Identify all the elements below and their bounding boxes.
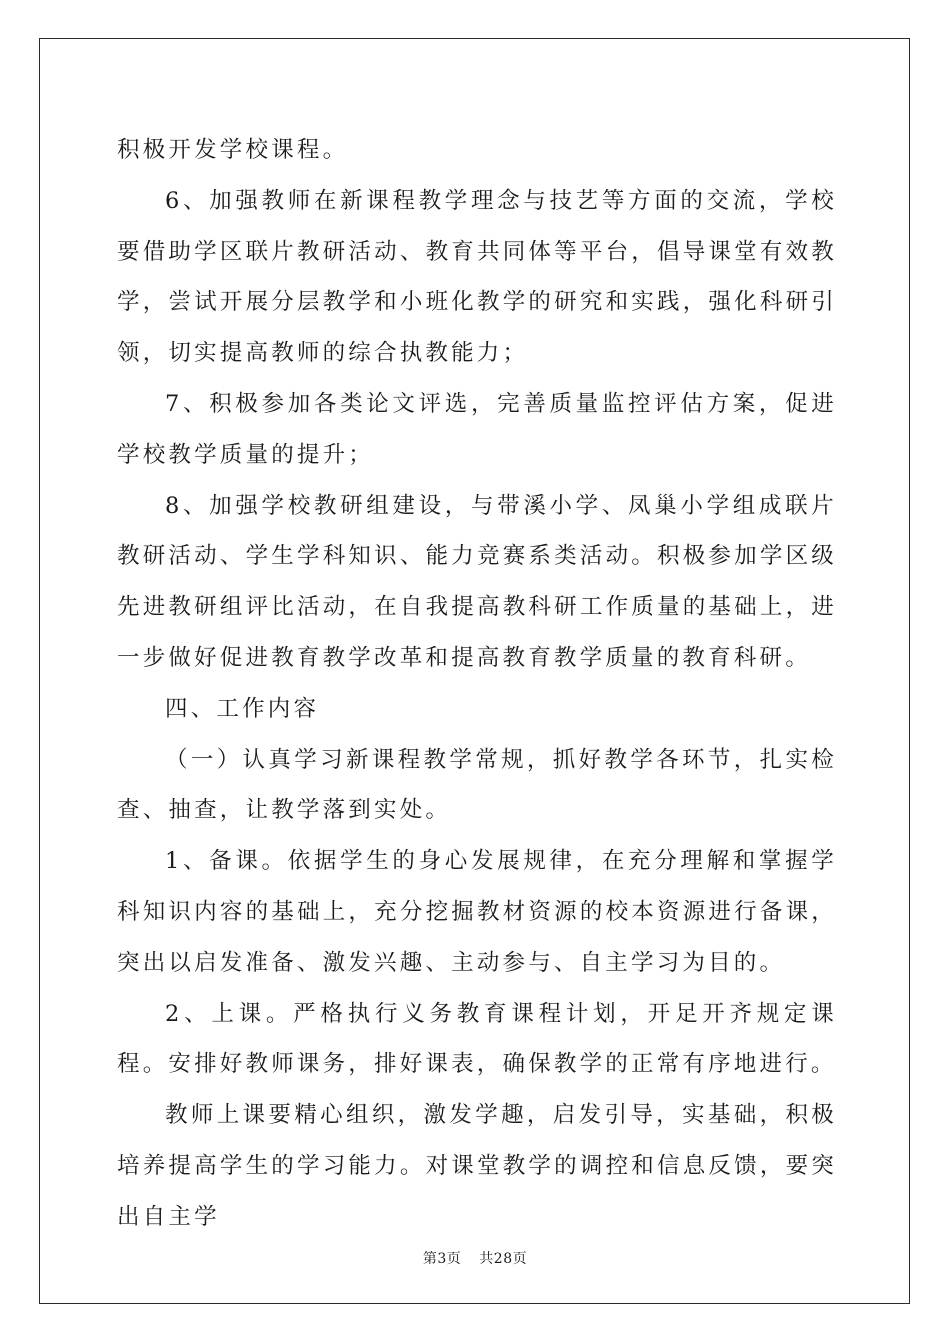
section-heading: 四、工作内容 (165, 695, 320, 722)
paragraph-1: 积极开发学校课程。 (117, 137, 349, 163)
paragraph-8: 2、上课。严格执行义务教育课程计划，开足开齐规定课程。安排好教师课务，排好课表，确保教学的正常有序地进行。 (117, 1000, 837, 1078)
paragraph-7: 1、备课。依据学生的身心发展规律，在充分理解和掌握学科知识内容的基础上，充分挖掘教材资源的校本资源进行备课，突出以启发准备、激发兴趣、主动参与、自主学习为目的。 (117, 848, 837, 976)
document-body (117, 125, 837, 1243)
paragraph-3: 7、积极参加各类论文评选，完善质量监控评估方案，促进学校教学质量的提升； (117, 390, 837, 468)
total-pages-label: 共28页 (479, 1251, 528, 1267)
current-page-label: 第3页 (422, 1251, 462, 1267)
paragraph-9: 教师上课要精心组织，激发学趣，启发引导，实基础，积极培养提高学生的学习能力。对课堂教学的调控和信息反馈，要突出自主学 (117, 1102, 837, 1230)
paragraph-4: 8、加强学校教研组建设，与带溪小学、凤巢小学组成联片教研活动、学生学科知识、能力竞赛系类活动。积极参加学区级先进教研组评比活动，在自我提高教科研工作质量的基础上，进一步做好促进教育教学改革和提高教育教学质量的教育科研。 (117, 492, 837, 671)
subsection-heading: （一）认真学习新课程教学常规，抓好教学各环节，扎实检查、抽查，让教学落到实处。 (117, 746, 837, 824)
page-footer (0, 1248, 950, 1268)
paragraph-2: 6、加强教师在新课程教学理念与技艺等方面的交流，学校要借助学区联片教研活动、教育共同体等平台，倡导课堂有效教学，尝试开展分层教学和小班化教学的研究和实践，强化科研引领，切实提高教师的综合执教能力； (117, 187, 837, 367)
